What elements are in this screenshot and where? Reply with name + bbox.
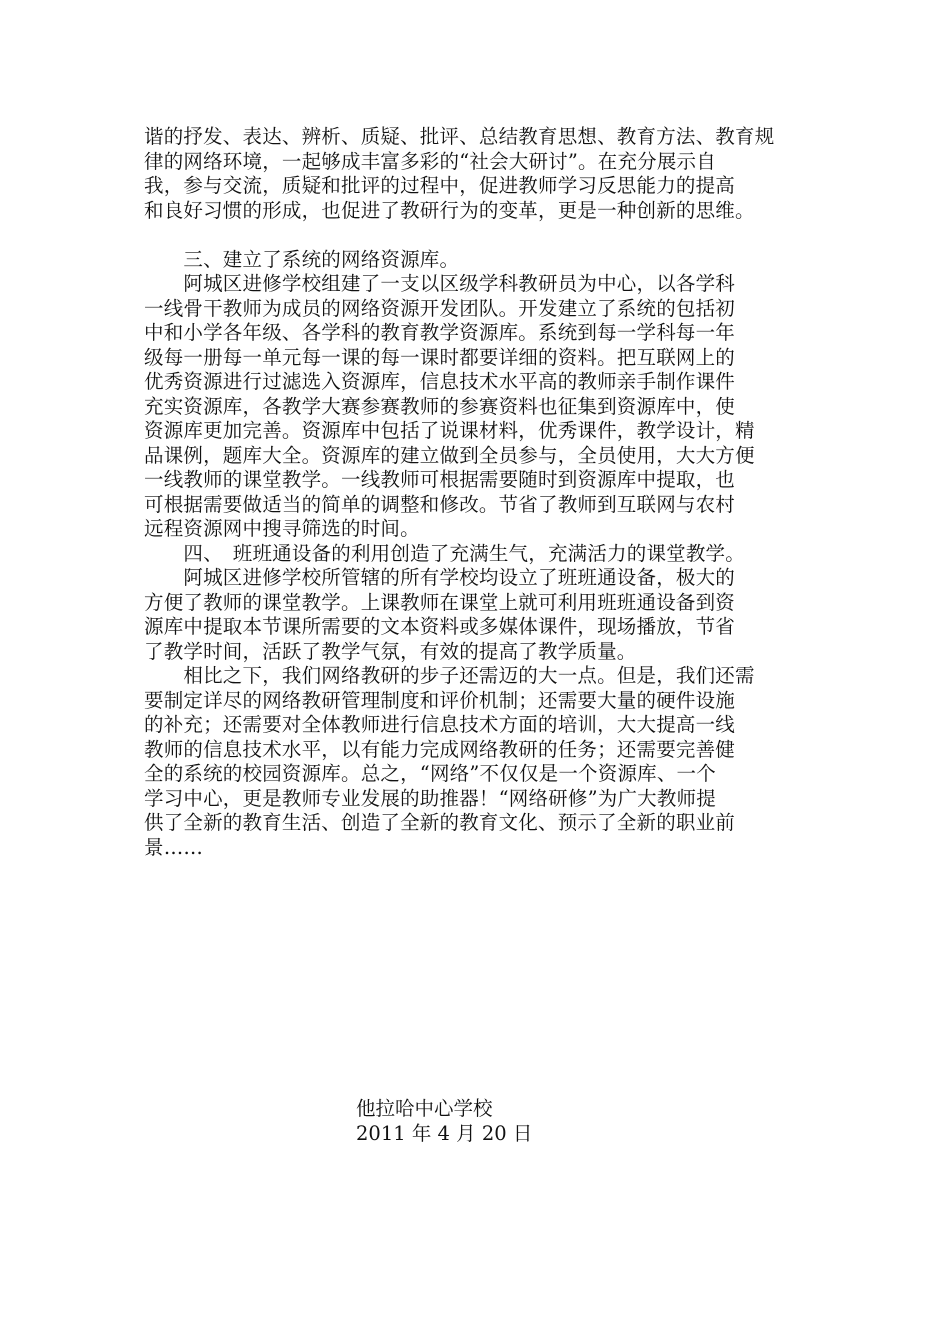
text-line: 远程资源网中搜寻筛选的时间。 [144,517,420,540]
section-4-heading: 四、 班班通设备的利用创造了充满生气，充满活力的课堂教学。 [144,541,745,565]
text-line: 教师的信息技术水平，以有能力完成网络教研的任务；还需要完善健 [144,737,736,761]
text-line: 一线教师的课堂教学。一线教师可根据需要随时到资源库中提取，也 [144,468,736,491]
text-line: 学习中心，更是教师专业发展的助推器！“网络研修”为广大教师提 [144,786,716,810]
text-line: 谐的抒发、表达、辨析、质疑、批评、总结教育思想、教育方法、教育规 [144,125,775,148]
text-line: 一线骨干教师为成员的网络资源开发团队。开发建立了系统的包括初 [144,296,736,320]
signature-block [356,1097,532,1146]
text-line: 和良好习惯的形成，也促进了教研行为的变革，更是一种创新的思维。 [144,198,755,222]
text-line: 供了全新的教育生活、创造了全新的教育文化、预示了全新的职业前 [144,811,736,834]
text-line: 充实资源库，各教学大赛参赛教师的参赛资料也征集到资源库中，使 [144,394,736,418]
text-line: 资源库更加完善。资源库中包括了说课材料，优秀课件，教学设计，精 [144,419,755,442]
text-line: 景…… [144,835,204,859]
text-line: 的补充；还需要对全体教师进行信息技术方面的培训，大大提高一线 [144,713,736,736]
text-line: 了教学时间，活跃了教学气氛，有效的提高了教学质量。 [144,639,637,663]
text-line: 全的系统的校园资源库。总之，“网络”不仅仅是一个资源库、一个 [144,762,716,785]
document-body [144,125,824,860]
signature-date: 2011 年 4 月 20 日 [356,1121,533,1145]
text-line: 阿城区进修学校所管辖的所有学校均设立了班班通设备，极大的 [144,566,736,589]
text-line: 阿城区进修学校组建了一支以区级学科教研员为中心，以各学科 [144,272,736,295]
text-line: 源库中提取本节课所需要的文本资料或多媒体课件，现场播放，节省 [144,615,736,638]
text-line: 中和小学各年级、各学科的教育教学资源库。系统到每一学科每一年 [144,321,736,344]
text-line: 方便了教师的课堂教学。上课教师在课堂上就可利用班班通设备到资 [144,590,736,614]
text-line: 品课例，题库大全。资源库的建立做到全员参与，全员使用，大大方便 [144,443,755,467]
paragraph-1 [144,125,824,223]
section-3-heading: 三、建立了系统的网络资源库。 [144,247,460,271]
paragraph-spacer [144,223,824,248]
signature-school: 他拉哈中心学校 [356,1097,493,1120]
text-line: 级每一册每一单元每一课的每一课时都要详细的资料。把互联网上的 [144,345,736,369]
text-line: 律的网络环境，一起够成丰富多彩的“社会大研讨”。在充分展示自 [144,149,716,173]
text-line: 可根据需要做适当的简单的调整和修改。节省了教师到互联网与农村 [144,492,736,516]
text-line: 我，参与交流，质疑和批评的过程中，促进教师学习反思能力的提高 [144,174,736,197]
paragraph-3 [144,566,824,664]
text-line: 相比之下，我们网络教研的步子还需迈的大一点。但是，我们还需 [144,664,755,687]
text-line: 优秀资源进行过滤选入资源库，信息技术水平高的教师亲手制作课件 [144,370,736,393]
paragraph-4 [144,664,824,860]
paragraph-2 [144,272,824,542]
text-line: 要制定详尽的网络教研管理制度和评价机制；还需要大量的硬件设施 [144,688,736,712]
